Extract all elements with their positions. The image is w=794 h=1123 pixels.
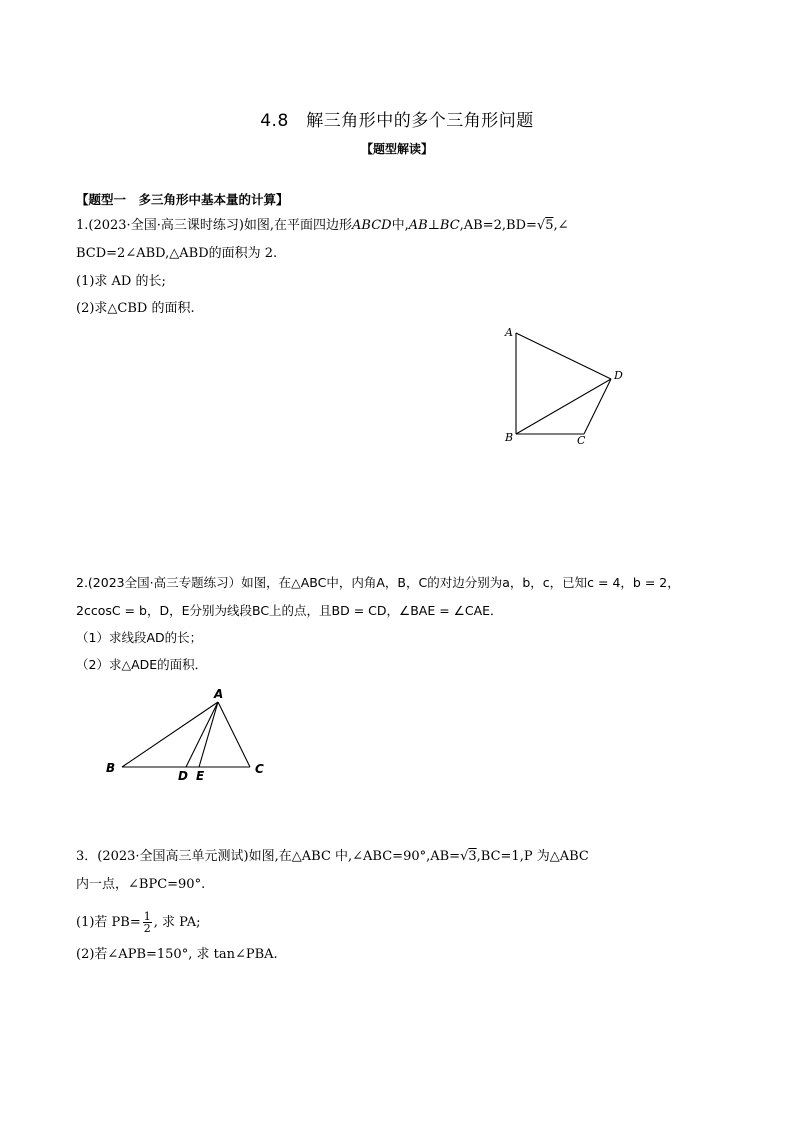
fraction-numerator: 1	[143, 910, 151, 923]
problem3-part1	[76, 911, 200, 934]
label-b: B	[505, 431, 514, 444]
problem3-part2: (2)若∠APB=150°, 求 tan∠PBA.	[76, 947, 278, 962]
problem3-part1-prefix: (1)若 PB=	[76, 915, 141, 930]
problem3-sqrt: 3	[468, 849, 477, 864]
fraction-denominator: 2	[143, 922, 151, 935]
problem1-line1-prefix: 1.(2023·全国·高三课时练习)如图,在平面四边形	[76, 218, 353, 233]
problem3-part1-end: , 求 PA;	[153, 915, 201, 930]
edge-bd	[516, 379, 611, 434]
problem1-sqrt: 5	[545, 218, 554, 233]
label-d: D	[614, 369, 623, 382]
edge-da	[516, 333, 611, 379]
problem1-part2: (2)求△CBD 的面积.	[76, 301, 195, 316]
problem3-line1-prefix: 3．(2023·全国高三单元测试)如图,在△ABC 中,∠ABC=90°,AB=	[76, 849, 461, 864]
problem1-end: ,∠	[553, 218, 569, 233]
problem2-part1: （1）求线段AD的长；	[76, 630, 203, 645]
problem1-part1: (1)求 AD 的长;	[76, 274, 166, 289]
problem1-mid: 中,	[391, 218, 409, 233]
edge-ac	[218, 702, 250, 767]
problem1-cond: AB⊥BC	[408, 218, 460, 233]
label-e: E	[196, 769, 205, 783]
fraction-one-half	[143, 911, 152, 934]
label-b: B	[106, 761, 116, 775]
label-c: C	[577, 434, 586, 447]
problem2-part2: （2）求△ADE的面积．	[76, 657, 208, 672]
problem1-line2: BCD=2∠ABD,△ABD的面积为 2.	[76, 246, 278, 261]
problem3-line2: 内一点，∠BPC=90°.	[76, 877, 206, 892]
edge-ab	[122, 702, 218, 767]
problem3-line1: 3．(2023·全国高三单元测试)如图,在△ABC 中,∠ABC=90°,AB=√3,BC=1,P 为△ABC	[76, 849, 589, 864]
label-a: A	[505, 326, 513, 339]
problem1-figure	[496, 320, 640, 452]
section-heading: 【题型一 多三角形中基本量的计算】	[76, 192, 289, 207]
label-a: A	[214, 687, 224, 701]
problem1-ab: ,AB=2,BD=	[459, 218, 537, 233]
problem1-quad: ABCD	[352, 218, 392, 233]
problem1-line1: 1.(2023·全国·高三课时练习)如图,在平面四边形ABCD中,AB⊥BC,AB=2,BD=√5,∠	[76, 218, 569, 233]
problem3-line1-end: ,BC=1,P 为△ABC	[476, 849, 589, 864]
page-subtitle: 【题型解读】	[360, 142, 433, 156]
problem2-line2: 2ccosC = b，D，E分别为线段BC上的点，且BD = CD，∠BAE = ∠CAE．	[76, 603, 503, 618]
problem2-line1: 2.(2023全国·高三专题练习）如图，在△ABC中，内角A，B，C的对边分别为a，b，c，已知c = 4，b = 2，	[76, 575, 680, 590]
page-title: 4.8 解三角形中的多个三角形问题	[260, 111, 534, 131]
problem2-figure	[100, 682, 272, 786]
label-d: D	[178, 769, 188, 783]
label-c: C	[255, 762, 264, 776]
